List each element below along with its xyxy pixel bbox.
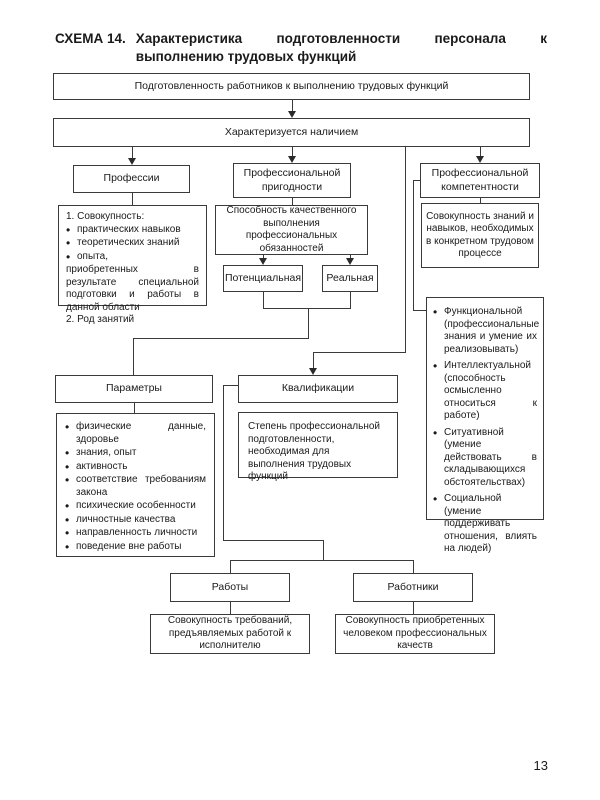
connector bbox=[413, 310, 426, 311]
list-item: • соответствие требованиям закона bbox=[65, 474, 206, 499]
list-item: • практических навыков bbox=[66, 224, 199, 237]
list-item: • знания, опыт bbox=[65, 447, 206, 460]
competence-details bbox=[426, 297, 544, 554]
list-item: • психические особенности bbox=[65, 500, 206, 513]
list-item: • Ситуативной (умение действовать в складывающихся обстоятельствах) bbox=[433, 427, 537, 490]
connector bbox=[223, 540, 324, 541]
connector bbox=[133, 338, 134, 375]
competence-bullet-list bbox=[433, 306, 540, 556]
connector bbox=[292, 100, 293, 111]
list-item: • опыта, bbox=[66, 251, 199, 264]
workers-definition bbox=[335, 614, 495, 654]
qualifications-definition-label: Степень профессиональной подготовленности, необходимая для выполнения трудовых функций bbox=[248, 421, 381, 482]
parameters-bullet-list bbox=[65, 421, 206, 553]
connector bbox=[413, 180, 414, 311]
node-suitability-label: Профессиональной пригодности bbox=[243, 167, 341, 193]
connector bbox=[308, 308, 309, 339]
arrowhead-down-icon bbox=[288, 111, 296, 118]
connector bbox=[350, 292, 351, 309]
connector bbox=[313, 352, 406, 353]
node-characterized-label: Характеризуется наличием bbox=[224, 125, 359, 138]
arrowhead-down-icon bbox=[288, 156, 296, 163]
works-definition bbox=[150, 614, 310, 654]
list-item: • физические данные, здоровье bbox=[65, 421, 206, 446]
connector bbox=[413, 602, 414, 614]
arrowhead-down-icon bbox=[259, 258, 267, 265]
node-workers bbox=[353, 573, 473, 602]
page-number: 13 bbox=[533, 758, 548, 773]
connector bbox=[133, 338, 309, 339]
qualifications-definition bbox=[238, 412, 398, 482]
scheme-title bbox=[55, 30, 547, 66]
connector bbox=[405, 147, 406, 353]
connector bbox=[292, 147, 293, 156]
node-qualifications-label: Квалификации bbox=[281, 382, 355, 395]
node-characterized bbox=[53, 118, 530, 147]
node-works-label: Работы bbox=[211, 580, 249, 593]
node-works bbox=[170, 573, 290, 602]
node-parameters bbox=[55, 375, 213, 403]
connector bbox=[313, 352, 314, 368]
connector bbox=[480, 147, 481, 156]
list-item: • направленность личности bbox=[65, 527, 206, 540]
parameters-details bbox=[56, 413, 215, 557]
node-potential bbox=[223, 265, 303, 292]
competence-definition bbox=[421, 203, 539, 268]
node-workers-label: Работники bbox=[387, 580, 439, 593]
connector bbox=[413, 180, 420, 181]
node-qualifications bbox=[238, 375, 398, 403]
list-item: • Функциональной (профессиональные знания и умение их реализовывать) bbox=[433, 306, 537, 356]
connector bbox=[230, 560, 231, 573]
node-real bbox=[322, 265, 378, 292]
node-root bbox=[53, 73, 530, 100]
list-item: • поведение вне работы bbox=[65, 541, 206, 554]
list-item: • Социальной (умение поддерживать отношения, влиять на людей) bbox=[433, 493, 537, 556]
node-root-label: Подготовленность работников к выполнению трудовых функций bbox=[134, 79, 449, 92]
arrowhead-down-icon bbox=[346, 258, 354, 265]
node-suitability bbox=[233, 163, 351, 198]
professions-intro: 1. Совокупность: bbox=[66, 211, 145, 222]
node-professions-label: Профессии bbox=[103, 172, 160, 185]
list-item: • теоретических знаний bbox=[66, 237, 199, 250]
professions-bullet-list bbox=[66, 224, 199, 264]
node-parameters-label: Параметры bbox=[106, 382, 162, 395]
list-item: • личностные качества bbox=[65, 514, 206, 527]
workers-definition-label: Совокупность приобретенных человеком профессиональных качеств bbox=[343, 615, 487, 652]
connector bbox=[134, 403, 135, 413]
works-definition-label: Совокупность требований, предъявляемых работой к исполнителю bbox=[167, 615, 293, 652]
scheme-number: СХЕМА 14. bbox=[55, 31, 126, 46]
scheme-title-text: Характеристика подготовленности персонала к выполнению трудовых функций bbox=[135, 31, 547, 65]
competence-definition-label: Совокупность знаний и навыков, необходимых в конкретном трудовом процессе bbox=[426, 210, 534, 259]
arrowhead-down-icon bbox=[128, 158, 136, 165]
connector bbox=[230, 602, 231, 614]
suitability-definition bbox=[215, 205, 368, 255]
arrowhead-down-icon bbox=[476, 156, 484, 163]
connector bbox=[132, 193, 133, 205]
list-item: • Интеллектуальной (способность осмысленно относиться к работе) bbox=[433, 360, 537, 423]
professions-details bbox=[58, 205, 207, 325]
node-potential-label: Потенциальная bbox=[224, 271, 302, 284]
connector bbox=[223, 385, 238, 386]
connector bbox=[323, 540, 324, 561]
professions-note: приобретенных в результате специальной подготовки и работы в данной области bbox=[66, 264, 199, 313]
connector bbox=[263, 308, 351, 309]
suitability-definition-label: Способность качественного выполнения профессиональных обязанностей bbox=[226, 205, 357, 254]
connector bbox=[230, 560, 414, 561]
list-item: • активность bbox=[65, 461, 206, 474]
connector bbox=[223, 385, 224, 541]
node-professions bbox=[73, 165, 190, 193]
connector bbox=[292, 198, 293, 205]
connector bbox=[413, 560, 414, 573]
professions-outro: 2. Род занятий bbox=[66, 314, 135, 325]
node-real-label: Реальная bbox=[326, 271, 374, 284]
node-competence-label: Профессиональной компетентности bbox=[431, 167, 529, 193]
connector bbox=[480, 198, 481, 203]
arrowhead-down-icon bbox=[309, 368, 317, 375]
connector bbox=[263, 292, 264, 309]
connector bbox=[132, 147, 133, 158]
node-competence bbox=[420, 163, 540, 198]
